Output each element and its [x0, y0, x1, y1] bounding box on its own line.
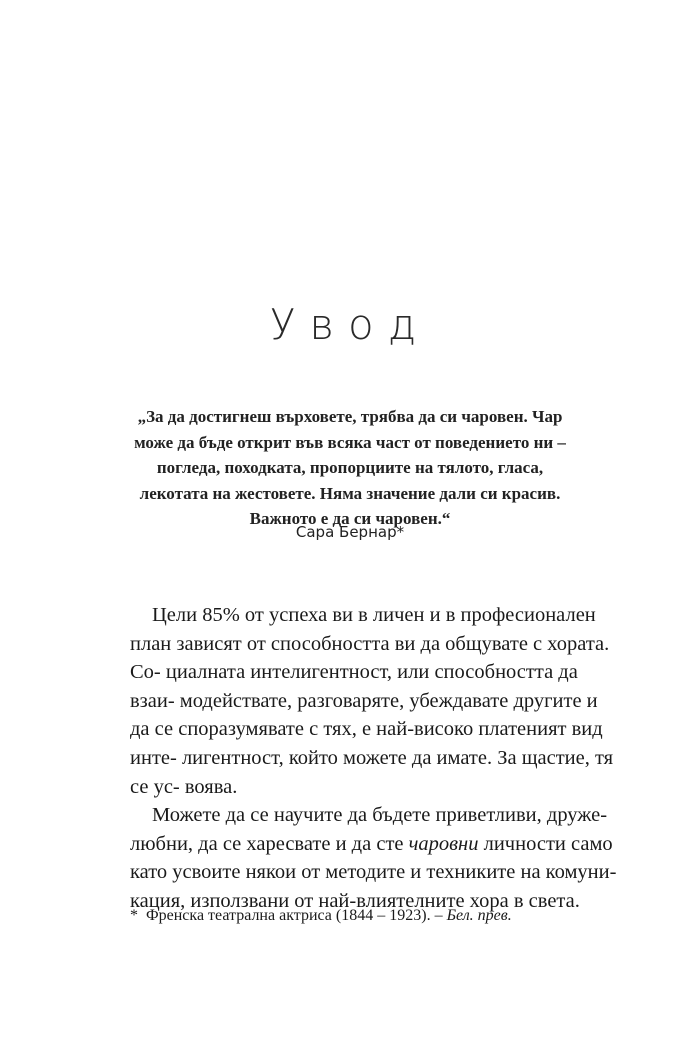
footnote-text: Френска театрална актриса (1844 – 1923). – [146, 907, 447, 924]
text-line: план зависят от способността ви да общувате с хората. [130, 632, 610, 655]
text-line: Можете да се научите да бъдете приветливи, друже- [152, 804, 608, 827]
epigraph-line: може да бъде открит във всяка част от поведението ни – [134, 432, 566, 452]
body-text [130, 601, 617, 916]
text-line [130, 830, 613, 859]
text-line: се ус- воява. [130, 775, 238, 798]
footnote [130, 907, 575, 925]
epigraph-line: погледа, походката, пропорциите на тялото, гласа, [156, 458, 544, 477]
text-line: Со- циалната интелигентност, или способността да [130, 661, 578, 684]
paragraph-1 [130, 601, 614, 801]
paragraph-2 [130, 801, 617, 915]
chapter-title: Увод [269, 300, 431, 349]
text-line: кация, използвани от най-влиятелните хора в света. [130, 889, 580, 912]
text-line: като усвоите някои от методите и техниките на комуни- [130, 861, 617, 884]
footnote-marker: * [130, 907, 138, 924]
epigraph-quote [100, 404, 600, 532]
text-line: инте- лигентност, който можете да имате. За щастие, тя [130, 746, 614, 769]
text-line: да се споразумявате с тях, е най-високо платеният вид [130, 718, 603, 741]
text-segment: личности само [478, 832, 613, 855]
translator-note: Бел. прев. [446, 907, 512, 924]
epigraph-line: лекотата на жестовете. Няма значение дали си красив. [139, 483, 561, 503]
epigraph-author: Сара Бернар* [295, 523, 405, 541]
epigraph-line: „За да достигнеш върховете, трябва да си чаровен. Чар [137, 407, 563, 426]
emphasized-word: чаровни [408, 832, 479, 855]
text-line: Цели 85% от успеха ви в личен и в професионален [152, 604, 596, 626]
text-segment: любни, да се харесвате и да сте [130, 832, 409, 855]
text-line: взаи- модействате, разговаряте, убеждавате другите и [130, 689, 598, 712]
epigraph-line: Важното е да си чаровен.“ [249, 509, 451, 528]
